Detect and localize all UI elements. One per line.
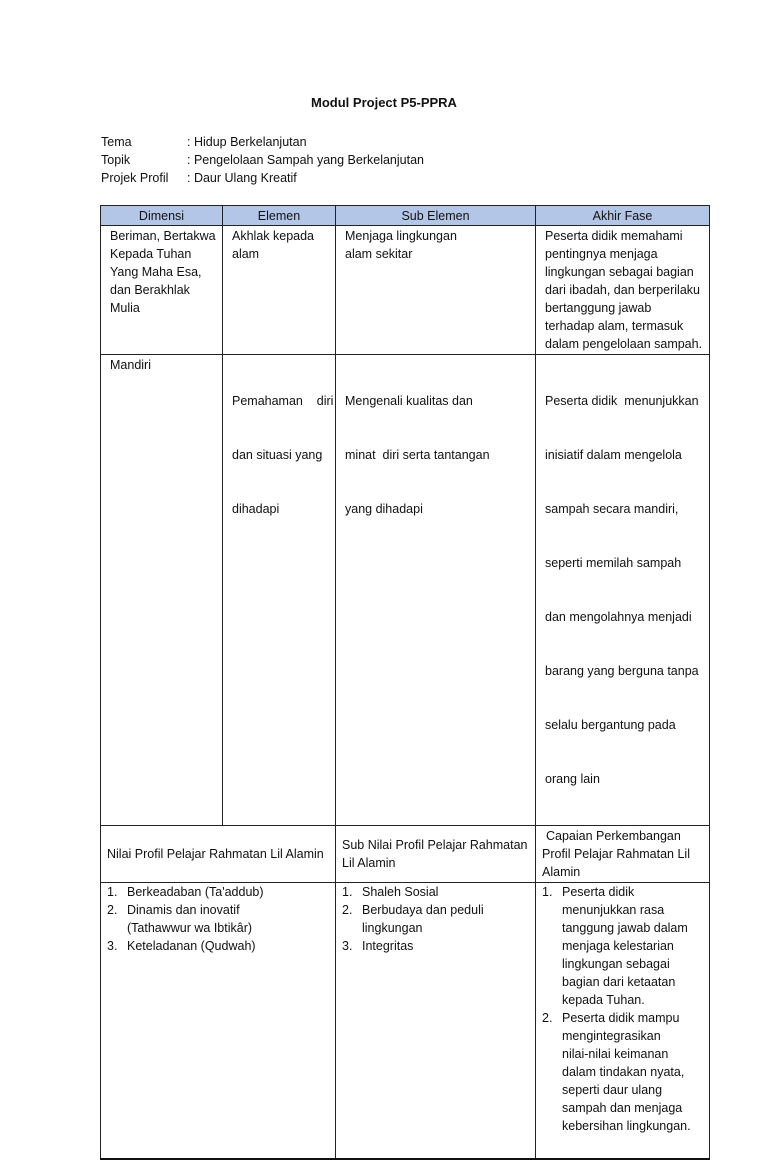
cell-text [536,355,709,825]
line: yang dihadapi [345,502,423,516]
cell-text [101,226,222,318]
table-row [101,226,710,355]
capaian-list [536,883,709,1135]
line: alam [232,247,260,261]
line: Beriman, Bertakwa [110,229,216,243]
line: terhadap alam, termasuk [545,319,684,333]
header-capaian [536,826,710,883]
meta-value: : Daur Ulang Kreatif [187,171,297,185]
cell-akhir-fase [536,226,710,355]
line: bertanggung jawab [545,301,652,315]
line: Berkeadaban (Ta'addub) [127,885,264,899]
line: selalu bergantung pada [545,718,676,732]
header-elemen: Elemen [223,206,336,226]
cell-dimensi [101,226,223,355]
line: minat diri serta tantangan [345,448,490,462]
cell-text [101,355,222,375]
cell-text [536,226,709,354]
cell-elemen [223,226,336,355]
meta-row-topik [101,151,424,169]
line: Profil Pelajar Rahmatan Lil [542,847,690,861]
line: menunjukkan rasa [562,903,665,917]
profile-table [100,205,710,1160]
line: pentingnya menjaga [545,247,658,261]
meta-value: : Hidup Berkelanjutan [187,135,307,149]
line: Mandiri [110,358,151,372]
section2-header-row [101,826,710,883]
line: kebersihan lingkungan. [562,1119,691,1133]
line: Peserta didik [562,885,635,899]
nilai-list [101,883,335,955]
line: Dinamis dan inovatif [127,903,240,917]
list-item [101,901,335,937]
cell-sub-elemen [336,226,536,355]
list-number: 2. [542,1011,553,1025]
line: alam sekitar [345,247,413,261]
line: Akhlak kepada [232,229,315,243]
line: Shaleh Sosial [362,885,439,899]
line: Capaian Perkembangan [546,829,681,843]
header-sub-nilai [336,826,536,883]
header-dimensi: Dimensi [101,206,223,226]
line: lingkungan sebagai bagian [545,265,694,279]
line: Integritas [362,939,414,953]
cell-elemen [223,355,336,826]
list-item [536,883,709,1009]
line: mengintegrasikan [562,1029,661,1043]
list-number: 2. [107,903,118,917]
line: Yang Maha Esa, [110,265,202,279]
line: Mulia [110,301,140,315]
line: seperti memilah sampah [545,556,682,570]
line: seperti daur ulang [562,1083,663,1097]
line: Peserta didik memahami [545,229,683,243]
table-header-row [101,206,710,226]
line: dalam tindakan nyata, [562,1065,685,1079]
line: menjaga kelestarian [562,939,674,953]
cell-capaian-list [536,883,710,1160]
list-item [101,937,335,955]
line: sampah dan menjaga [562,1101,683,1115]
cell-dimensi [101,355,223,826]
header-akhir-fase: Akhir Fase [536,206,710,226]
line: inisiatif dalam mengelola [545,448,682,462]
line: orang lain [545,772,600,786]
list-item [336,901,535,937]
cell-text [336,226,535,264]
cell-text [336,355,535,555]
table-row [101,355,710,826]
cell-sub-elemen [336,355,536,826]
meta-row-tema [101,133,424,151]
line: Alamin [542,865,581,879]
line: Pemahaman diri [232,394,334,408]
list-number: 1. [107,885,118,899]
cell-sub-nilai-list [336,883,536,1160]
list-number: 3. [107,939,118,953]
cell-text [336,835,535,873]
line: Kepada Tuhan [110,247,192,261]
cell-text [223,355,335,555]
list-item [101,883,335,901]
document-title: Modul Project P5-PPRA [311,95,457,110]
sub-nilai-list [336,883,535,955]
list-item [536,1009,709,1135]
table-row [101,883,710,1160]
line: barang yang berguna tanpa [545,664,699,678]
line: Peserta didik mampu [562,1011,680,1025]
line: dan situasi yang [232,448,323,462]
line: Keteladanan (Qudwah) [127,939,256,953]
cell-nilai-list [101,883,336,1160]
list-number: 1. [542,885,553,899]
line: dalam pengelolaan sampah. [545,337,703,351]
line: Menjaga lingkungan [345,229,457,243]
line: bagian dari ketaatan [562,975,676,989]
line: dihadapi [232,502,280,516]
cell-text [536,826,709,882]
cell-text: Nilai Profil Pelajar Rahmatan Lil Alamin [107,847,324,861]
line: dan mengolahnya menjadi [545,610,692,624]
meta-key: Topik [101,153,131,167]
line: Peserta didik menunjukkan [545,394,699,408]
project-info [101,133,424,187]
line: Lil Alamin [342,856,396,870]
line: nilai-nilai keimanan [562,1047,669,1061]
meta-value: : Pengelolaan Sampah yang Berkelanjutan [187,153,424,167]
meta-key: Tema [101,135,132,149]
header-nilai-profil [101,826,336,883]
meta-row-projek-profil [101,169,424,187]
cell-akhir-fase [536,355,710,826]
cell-text [223,226,335,264]
line: dari ibadah, dan berperilaku [545,283,700,297]
list-number: 2. [342,903,353,917]
list-item [336,937,535,955]
line: tanggung jawab dalam [562,921,688,935]
list-number: 3. [342,939,353,953]
meta-key: Projek Profil [101,171,169,185]
header-sub-elemen: Sub Elemen [336,206,536,226]
line: lingkungan sebagai [562,957,670,971]
list-item [336,883,535,901]
list-number: 1. [342,885,353,899]
line: Mengenali kualitas dan [345,394,473,408]
line: sampah secara mandiri, [545,502,679,516]
line: dan Berakhlak [110,283,190,297]
line: lingkungan [362,921,423,935]
line: Sub Nilai Profil Pelajar Rahmatan [342,838,528,852]
line: (Tathawwur wa Ibtikâr) [127,921,253,935]
line: kepada Tuhan. [562,993,645,1007]
line: Berbudaya dan peduli [362,903,484,917]
